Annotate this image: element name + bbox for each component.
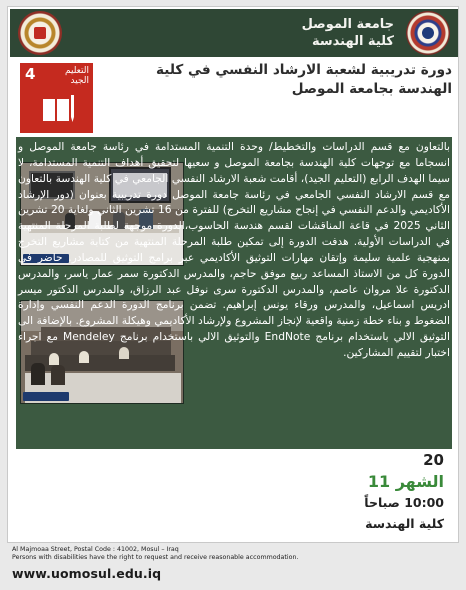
photo-caption-badge (23, 392, 69, 401)
sdg-label: التعليم الجيد (65, 66, 89, 86)
footer-address (12, 546, 298, 562)
university-name: جامعة الموصل (301, 17, 394, 32)
article-body: بالتعاون مع قسم الدراسات والتخطيط/ وحدة التنمية المستدامة في رئاسة جامعة الموصل و انسجاما مع توجهات كلية الهندسة بجامعة الموصل و سعيها لتحقيق أهداف التنمية المستدامة، لا سيما الهدف الرابع (التعليم الجيد)، أقامت شعبة الارشاد النفسي الجامعي في كلية الهندسة بالتعاون مع قسم الارشاد النفسي الجامعي في رئاسة جامعة الموصل دورة تدريبية بعنوان (دور الإرشاد الأكاديمي والدعم النفسي في إنجاح مشاريع التخرج) للفترة من 16 تشرين الثاني ولغاية 20 تشرين الثاني 2025 في قاعة المناقشات لقسم هندسة الحاسوب،الدورة موجهة لطلبة المرحلة المنتهية في الدراسات الأولية. هدفت الدورة إلى تمكين طلبة المرحلة المنتهية من كتابة مشاريع التخرج بمنهجية علمية سليمة وإتقان مهارات التوثيق الأكاديمي عبر برامج التوثيق للمصادر. حاضر في الدورة كل من الاستاذ المساعد ربيع موفق حاجم، والمدرس الدكتورة سمر عمار ياسر، والمدرس الدكتورة علا مروان عاصم، والمدرس الدكتورة سرى نوفل عبد الرزاق، والمدرس الدكتور ميسر ادريس اسماعيل، والمدرس ورقاء يونس إبراهيم. تضمن برنامج الدورة الدعم النفسي وإدارة الضغوط و بناء خطة زمنية واقعية لإنجاز المشروع ولإرشاد الأكاديمي وهيكلة المشروع. بالإضافة الى التوثيق الالي باستخدام برنامج EndNote والتوثيق الالي باستخدام برنامج Mendeley مع اجراء اختبار لتقييم المشاركين. (18, 140, 451, 359)
college-logo-icon (18, 11, 62, 55)
event-month: الشهر 11 (367, 472, 444, 491)
address-line: Al Majmoaa Street, Postal Code : 41002, Mosul – Iraq (12, 546, 179, 553)
sdg-badge (20, 63, 93, 133)
website-link[interactable]: www.uomosul.edu.iq (12, 566, 162, 581)
event-place: كلية الهندسة (365, 516, 444, 531)
sdg-number: 4 (25, 65, 36, 83)
event-date (364, 450, 444, 534)
university-logo-icon (406, 11, 450, 55)
accessibility-note: Persons with disabilities have the right to request and receive reasonable accommodation. (12, 554, 299, 561)
event-time: 10:00 صباحاً (364, 495, 444, 510)
book-pen-icon (40, 93, 74, 127)
news-poster (7, 6, 459, 543)
header-title (302, 16, 394, 50)
header-bar (10, 9, 458, 57)
page-title: دورة تدريبية لشعبة الارشاد النفسي في كلية الهندسة بجامعة الموصل (156, 62, 452, 97)
college-name: كلية الهندسة (312, 34, 394, 49)
event-day: 20 (423, 451, 444, 469)
